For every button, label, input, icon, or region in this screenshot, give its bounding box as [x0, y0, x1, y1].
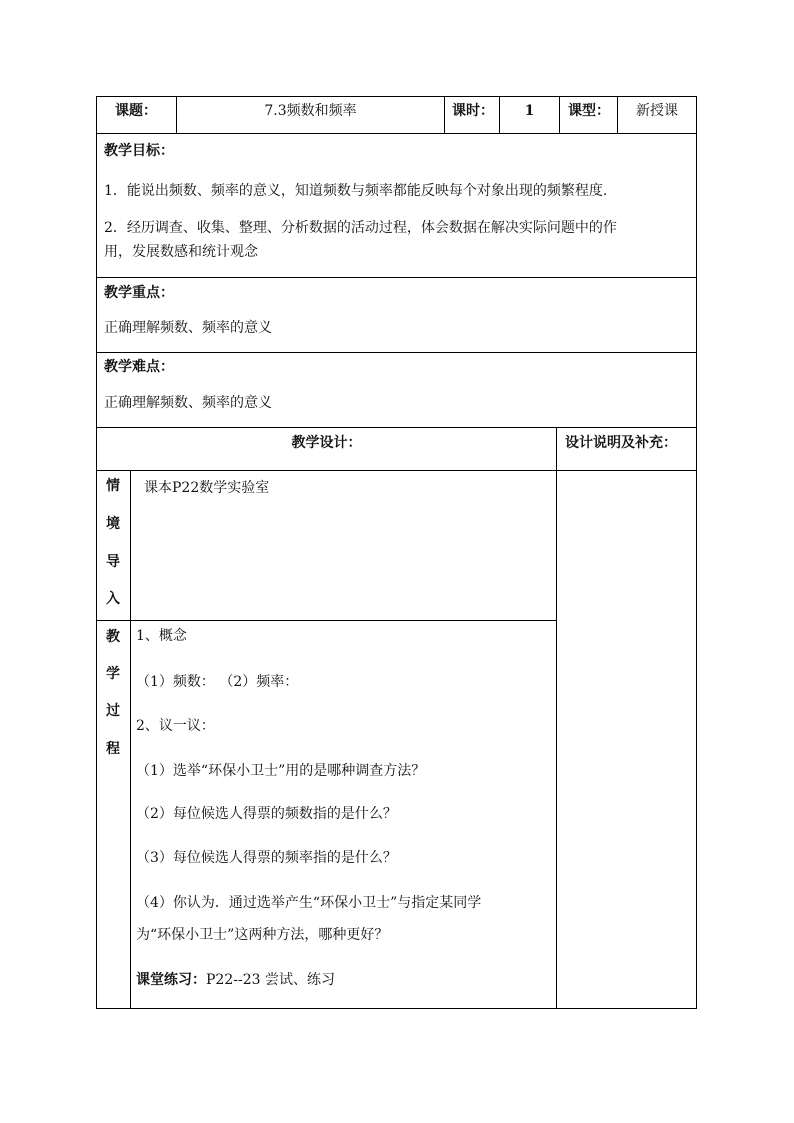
question-1: （1）选举“环保小卫士”用的是哪种调查方法？ [136, 763, 426, 779]
objective-2-line-1: 2．经历调查、收集、整理、分析数据的活动过程，体会数据在解决实际问题中的作 [104, 220, 617, 236]
table-border-bottom [96, 1008, 697, 1009]
intro-side-char: 境 [106, 516, 120, 532]
objective-1: 1．能说出频数、频率的意义，知道频数与频率都能反映每个对象出现的频繁程度. [104, 183, 608, 199]
process-side-char: 教 [106, 629, 120, 645]
table-border-top [96, 96, 697, 97]
title-label: 课题： [115, 103, 157, 119]
intro-text: 课本P22数学实验室 [144, 480, 270, 496]
practice-text: P22--23 尝试、练习 [206, 972, 335, 988]
concept-items: （1）频数： （2）频率： [136, 674, 299, 690]
question-4-line-2: 为“环保小卫士”这两种方法，哪种更好？ [136, 927, 389, 943]
intro-side-char: 导 [106, 554, 120, 570]
practice-line [136, 971, 335, 989]
row-divider [96, 277, 697, 278]
row-divider [96, 470, 697, 471]
row-divider [96, 352, 697, 353]
period-value: 1 [524, 103, 535, 119]
objectives-heading: 教学目标： [104, 143, 174, 159]
row-divider [96, 620, 557, 621]
table-border-left [96, 96, 97, 1009]
question-4-line-1: （4）你认为．通过选举产生“环保小卫士”与指定某同学 [136, 895, 482, 911]
title-value: 7.3频数和频率 [264, 103, 357, 119]
process-side-char: 程 [106, 741, 120, 757]
design-notes-heading: 设计说明及补充： [565, 435, 677, 451]
key-points-heading: 教学重点： [104, 285, 174, 301]
difficulties-heading: 教学难点： [104, 359, 174, 375]
key-points-text: 正确理解频数、频率的意义 [104, 320, 272, 336]
header-divider [444, 96, 445, 134]
process-side-char: 学 [106, 666, 120, 682]
side-label-divider [130, 470, 131, 1009]
concept-title: 1、概念 [136, 628, 187, 644]
discuss-title: 2、议一议： [136, 718, 215, 734]
type-label: 课型： [568, 103, 610, 119]
row-divider [96, 427, 697, 428]
design-heading: 教学设计： [291, 435, 362, 451]
difficulties-text: 正确理解频数、频率的意义 [104, 395, 272, 411]
practice-label: 课堂练习： [136, 972, 206, 988]
question-3: （3）每位候选人得票的频率指的是什么？ [136, 850, 397, 866]
intro-side-char: 情 [106, 478, 120, 494]
question-2: （2）每位候选人得票的频数指的是什么？ [136, 806, 397, 822]
type-value: 新授课 [636, 103, 678, 119]
intro-side-char: 入 [106, 591, 120, 607]
design-column-divider [556, 427, 557, 1009]
table-border-right [696, 96, 697, 1009]
period-label: 课时： [452, 103, 494, 119]
header-divider [559, 96, 560, 134]
row-divider [96, 133, 697, 134]
objective-2-line-2: 用，发展数感和统计观念 [104, 244, 258, 260]
process-side-char: 过 [106, 703, 120, 719]
